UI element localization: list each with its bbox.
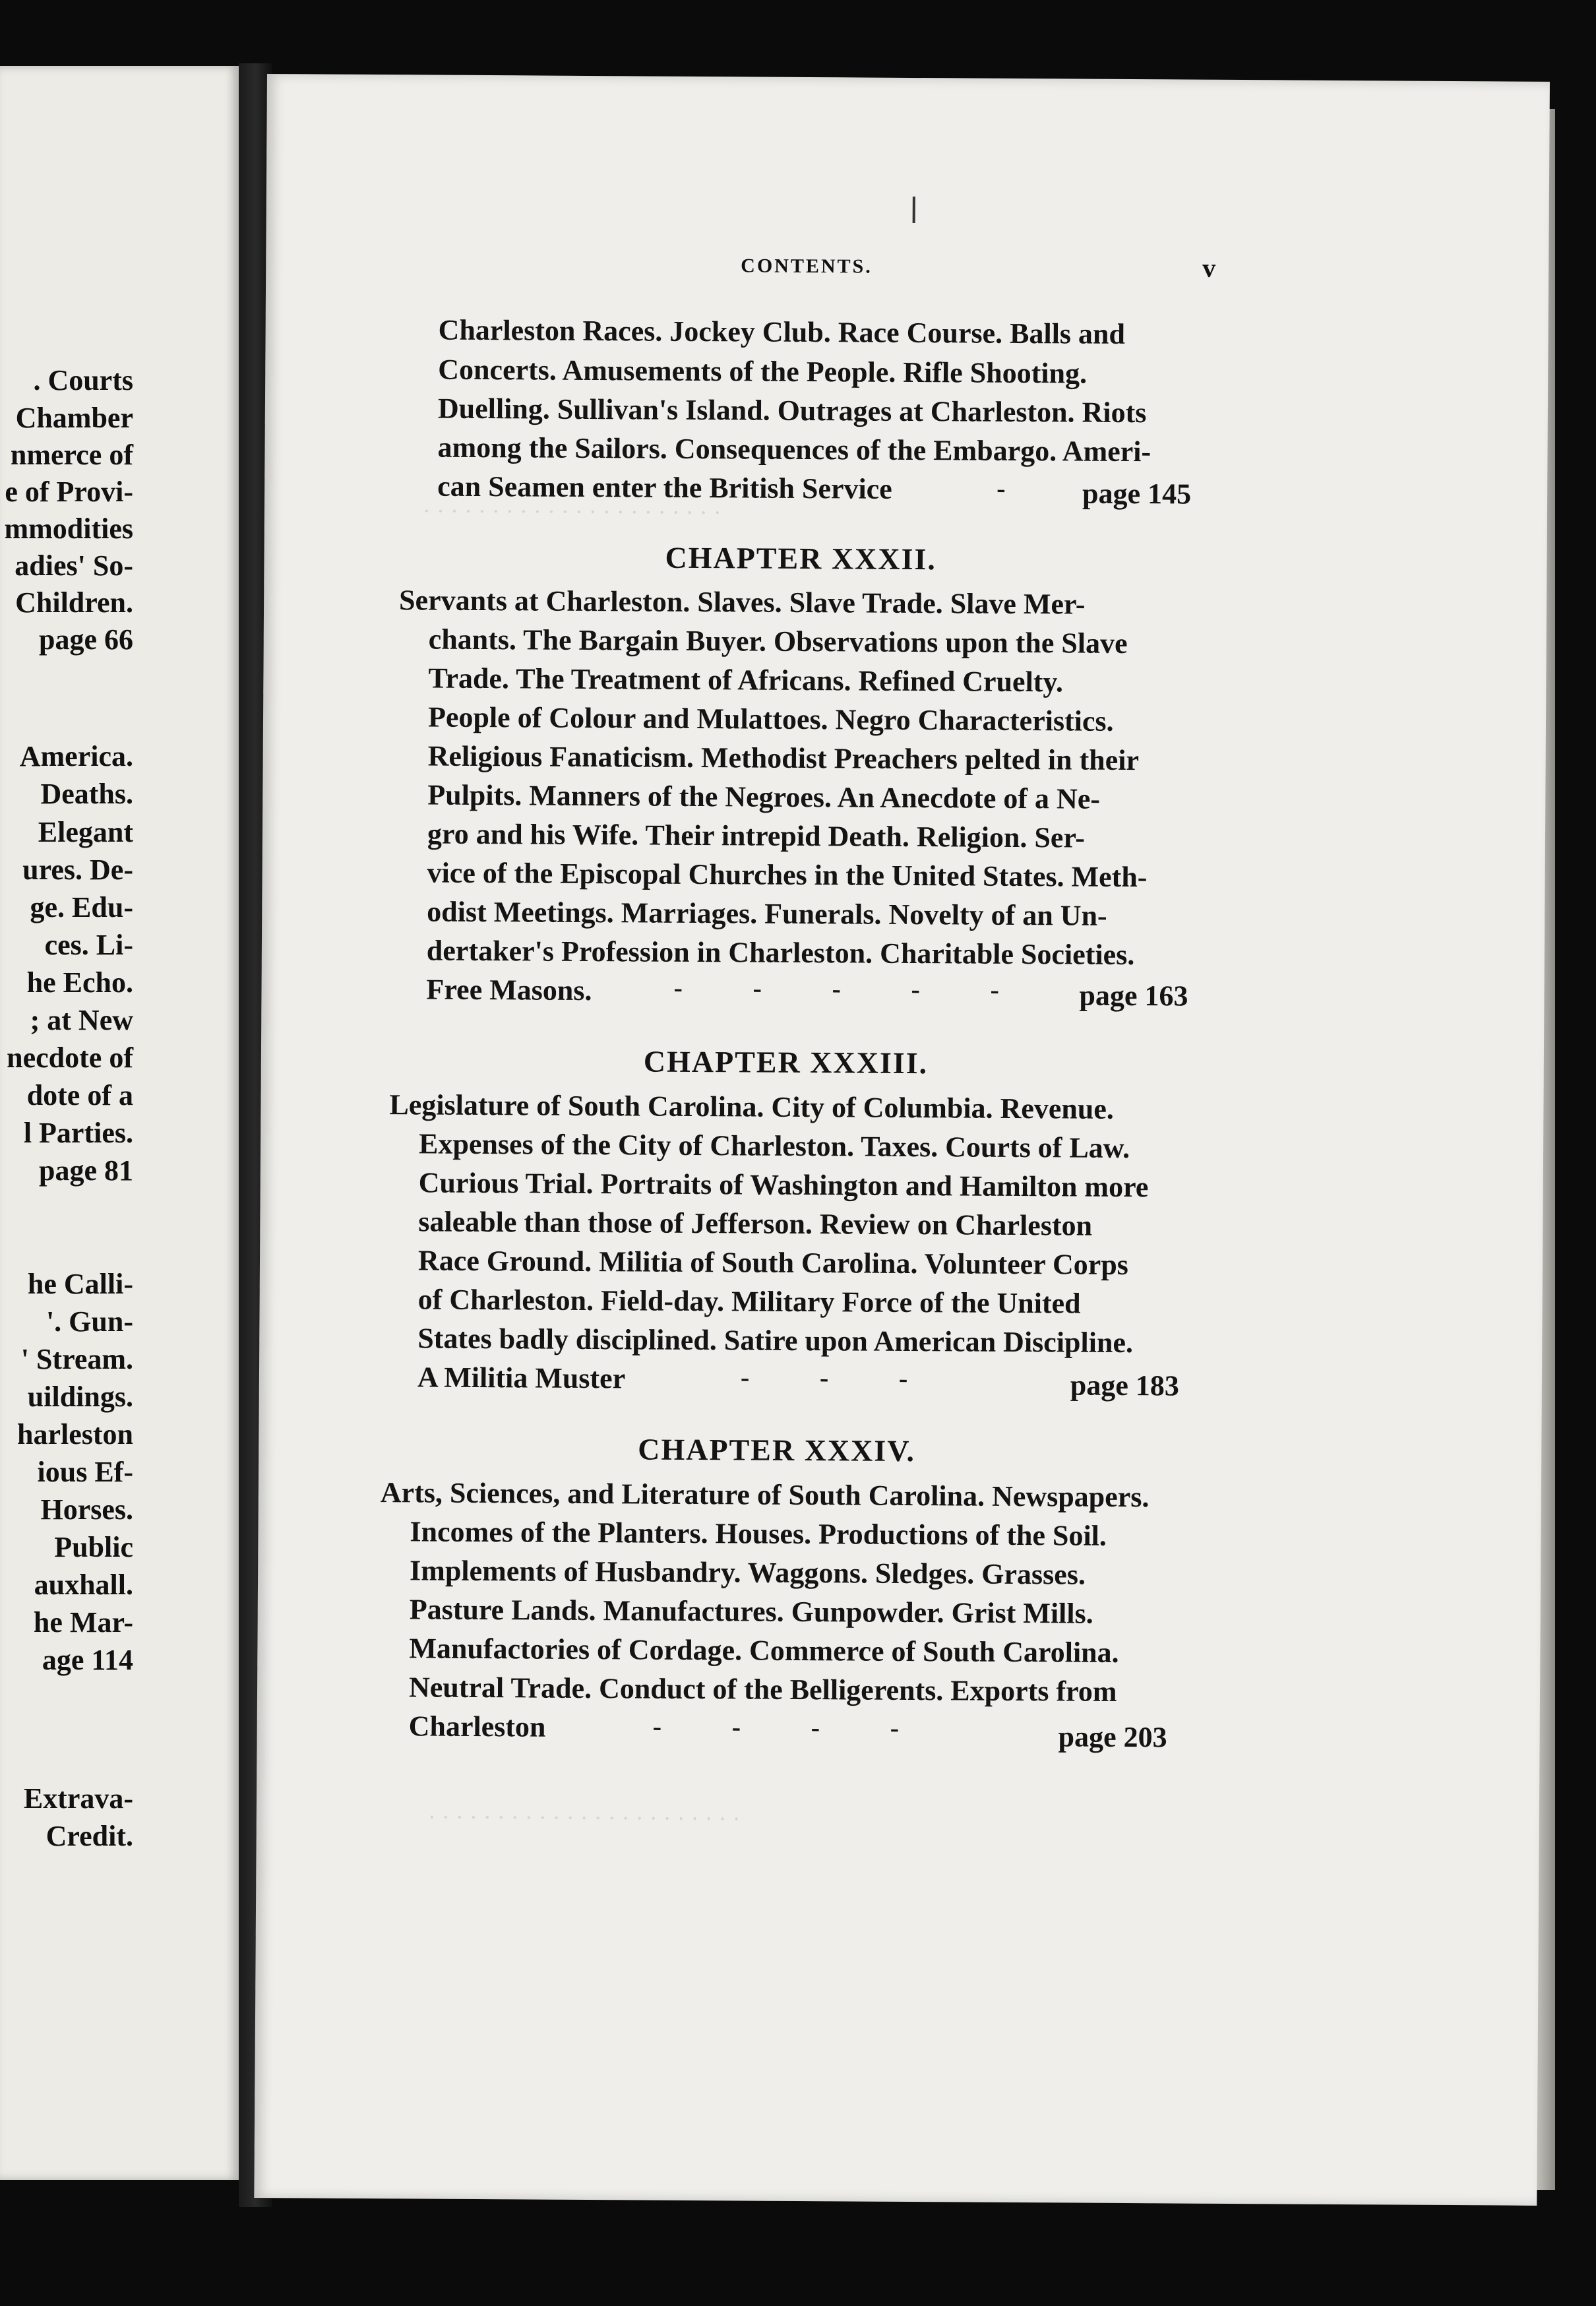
leader-dash: - — [652, 1711, 662, 1741]
show-through-texture: · · · · · · · · · · · · · · · · · · · · · · — [422, 497, 721, 526]
contents-line: Incomes of the Planters. Houses. Productions of the Soil. — [410, 1515, 1107, 1552]
contents-line: gro and his Wife. Their intrepid Death. Religion. Ser- — [427, 817, 1086, 854]
contents-line: Trade. The Treatment of Africans. Refined Cruelty. — [428, 662, 1064, 699]
margin-mark — [913, 197, 915, 223]
left-fragment-line: Horses. — [40, 1493, 133, 1526]
contents-line: Expenses of the City of Charleston. Taxes. Courts of Law. — [418, 1127, 1130, 1165]
left-fragment-line: page 66 — [39, 623, 133, 656]
left-fragment-line: ious Ef- — [37, 1456, 133, 1488]
contents-line: odist Meetings. Marriages. Funerals. Novelty of an Un- — [427, 895, 1107, 932]
left-fragment-line: nmerce of — [10, 439, 133, 471]
leader-dash: - — [832, 974, 842, 1004]
leader-dash: - — [673, 972, 683, 1003]
left-fragment-line: he Calli- — [27, 1268, 133, 1300]
contents-line: Manufactories of Cordage. Commerce of South Carolina. — [409, 1632, 1119, 1669]
left-fragment-line: Elegant — [38, 816, 133, 848]
left-fragment-line: America. — [19, 740, 133, 772]
left-fragment-line: harleston — [17, 1418, 133, 1450]
contents-line: Pasture Lands. Manufactures. Gunpowder. Grist Mills. — [409, 1593, 1093, 1630]
leader-dash: - — [997, 473, 1006, 503]
contents-line: Arts, Sciences, and Literature of South Carolina. Newspapers. — [380, 1476, 1150, 1514]
contents-line: Religious Fanaticism. Methodist Preachers pelted in their — [427, 739, 1140, 777]
left-fragment-line: . Courts — [33, 364, 133, 396]
leader-dash: - — [890, 1712, 900, 1743]
page-reference: page 183 — [1070, 1369, 1180, 1402]
contents-line: saleable than those of Jefferson. Review on Charleston — [418, 1205, 1093, 1242]
left-fragment-line: page 81 — [39, 1154, 133, 1187]
contents-line: among the Sailors. Consequences of the Embargo. Ameri- — [437, 431, 1151, 468]
contents-page — [254, 74, 1550, 2206]
leader-dash: - — [898, 1363, 908, 1393]
left-fragment-line: Children. — [15, 586, 133, 619]
left-fragment-line: he Mar- — [33, 1606, 133, 1638]
leader-dash: - — [819, 1363, 829, 1393]
left-fragment-line: ; at New — [30, 1004, 133, 1036]
left-fragment-line: Chamber — [15, 402, 133, 434]
left-fragment-line: '. Gun- — [46, 1305, 133, 1338]
contents-line: Charleston Races. Jockey Club. Race Course. Balls and — [438, 313, 1126, 350]
left-fragment-line: auxhall. — [34, 1569, 133, 1601]
previous-page-fragment — [0, 66, 239, 2180]
left-fragment-line: ge. Edu- — [30, 891, 133, 923]
contents-line: A Militia Muster — [417, 1361, 626, 1395]
contents-line: States badly disciplined. Satire upon American Discipline. — [417, 1322, 1134, 1359]
contents-line: Legislature of South Carolina. City of Columbia. Revenue. — [389, 1088, 1115, 1125]
chapter-heading: CHAPTER XXXIII. — [643, 1044, 929, 1080]
contents-line: Free Masons. — [426, 973, 592, 1007]
left-fragment-line: l Parties. — [23, 1117, 133, 1149]
left-fragment-line: mmodities — [4, 513, 133, 545]
leader-dash: - — [731, 1712, 741, 1742]
left-fragment-line: Public — [54, 1531, 133, 1563]
left-fragment-line: age 114 — [42, 1644, 133, 1676]
contents-line: Race Ground. Militia of South Carolina. Volunteer Corps — [417, 1244, 1129, 1282]
left-fragment-line: dote of a — [26, 1079, 133, 1111]
contents-line: People of Colour and Mulattoes. Negro Characteristics. — [427, 701, 1114, 737]
leader-dash: - — [740, 1362, 750, 1392]
left-fragment-line: ures. De- — [22, 854, 133, 886]
left-fragment-line: ' Stream. — [20, 1343, 133, 1375]
contents-line: Concerts. Amusements of the People. Rifle Shooting. — [438, 353, 1088, 390]
contents-line: Duelling. Sullivan's Island. Outrages at Charleston. Riots — [437, 392, 1147, 429]
leader-dash: - — [752, 973, 762, 1003]
contents-line: Servants at Charleston. Slaves. Slave Trade. Slave Mer- — [398, 584, 1086, 621]
contents-line: can Seamen enter the British Service — [437, 470, 892, 505]
contents-line: Pulpits. Manners of the Negroes. An Anecdote of a Ne- — [427, 778, 1101, 815]
contents-line: of Charleston. Field-day. Military Force of the United — [417, 1283, 1081, 1320]
chapter-heading: CHAPTER XXXII. — [665, 540, 937, 576]
page-reference: page 163 — [1079, 979, 1188, 1013]
contents-line: dertaker's Profession in Charleston. Charitable Societies. — [426, 934, 1135, 972]
page-number: v — [1202, 253, 1216, 283]
page-reference: page 203 — [1058, 1720, 1167, 1754]
contents-line: vice of the Episcopal Churches in the United States. Meth- — [427, 856, 1148, 894]
left-fragment-line: necdote of — [7, 1042, 133, 1074]
contents-line: chants. The Bargain Buyer. Observations upon the Slave — [428, 623, 1128, 660]
left-fragment-line: Deaths. — [40, 778, 133, 810]
left-fragment-line: he Echo. — [26, 966, 133, 999]
running-head: CONTENTS. — [741, 255, 873, 278]
contents-line: Implements of Husbandry. Waggons. Sledges. Grasses. — [409, 1554, 1086, 1591]
contents-line: Charleston — [408, 1710, 546, 1743]
leader-dash: - — [911, 974, 921, 1005]
left-fragment-line: e of Provi- — [5, 476, 133, 508]
page-reference: page 145 — [1082, 477, 1192, 511]
contents-line: Neutral Trade. Conduct of the Belligerents. Exports from — [408, 1671, 1117, 1708]
leader-dash: - — [811, 1712, 820, 1743]
left-fragment-line: ces. Li- — [44, 929, 133, 961]
show-through-texture: · · · · · · · · · · · · · · · · · · · · · · · — [427, 1803, 741, 1832]
left-fragment-line: Credit. — [46, 1820, 133, 1852]
contents-line: Curious Trial. Portraits of Washington and Hamilton more — [418, 1166, 1149, 1204]
left-fragment-line: adies' So- — [15, 549, 133, 582]
left-fragment-line: uildings. — [27, 1381, 133, 1413]
left-fragment-line: Extrava- — [23, 1782, 133, 1815]
chapter-heading: CHAPTER XXXIV. — [638, 1432, 916, 1468]
leader-dash: - — [990, 974, 1000, 1005]
